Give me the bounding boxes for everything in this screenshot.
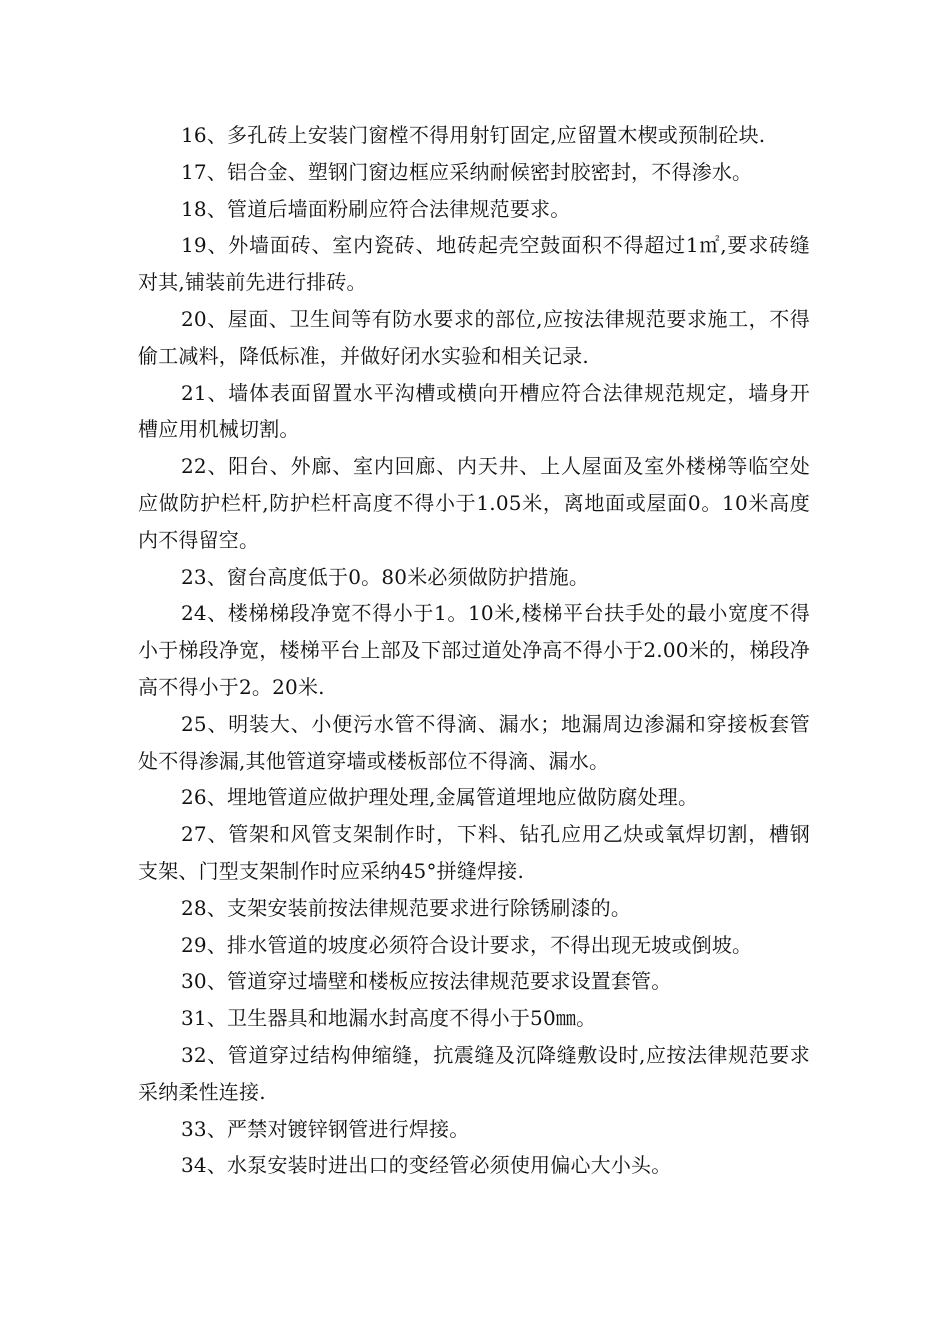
paragraph-29: 29、排水管道的坡度必须符合设计要求，不得出现无坡或倒坡。	[181, 932, 753, 957]
paragraph-32: 32、管道穿过结构伸缩缝，抗震缝及沉降缝敷设时,应按法律规范要求采纳柔性连接.	[138, 1042, 810, 1104]
paragraph-33: 33、严禁对镀锌钢管进行焊接。	[181, 1116, 470, 1141]
paragraph-23: 23、窗台高度低于0。80米必须做防护措施。	[181, 564, 590, 589]
paragraph-34: 34、水泵安装时进出口的变经管必须使用偏心大小头。	[181, 1153, 672, 1178]
paragraph-18: 18、管道后墙面粉刷应符合法律规范要求。	[181, 196, 571, 221]
document-page	[138, 117, 810, 1184]
paragraph-16: 16、多孔砖上安装门窗樘不得用射钉固定,应留置木楔或预制砼块.	[181, 123, 766, 147]
paragraph-25: 25、明装大、小便污水管不得滴、漏水；地漏周边渗漏和穿接板套管处不得渗漏,其他管道穿墙或楼板部位不得滴、漏水。	[138, 711, 810, 773]
paragraph-31: 31、卫生器具和地漏水封高度不得小于50㎜。	[181, 1006, 597, 1031]
paragraph-19: 19、外墙面砖、室内瓷砖、地砖起壳空鼓面积不得超过1㎡,要求砖缝对其,铺装前先进行排砖。	[138, 233, 810, 295]
paragraph-28: 28、支架安装前按法律规范要求进行除锈刷漆的。	[181, 895, 632, 920]
paragraph-17: 17、铝合金、塑钢门窗边框应采纳耐候密封胶密封，不得渗水。	[181, 159, 753, 184]
paragraph-22: 22、阳台、外廊、室内回廊、内天井、上人屋面及室外楼梯等临空处应做防护栏杆,防护栏杆高度不得小于1.05米，离地面或屋面0。10米高度内不得留空。	[138, 454, 810, 552]
paragraph-26: 26、埋地管道应做护理处理,金属管道埋地应做防腐处理。	[181, 785, 699, 810]
paragraph-27: 27、管架和风管支架制作时，下料、钻孔应用乙炔或氧焊切割，槽钢支架、门型支架制作时应采纳45°拼缝焊接.	[138, 822, 810, 883]
paragraph-24: 24、楼梯梯段净宽不得小于1。10米,楼梯平台扶手处的最小宽度不得小于梯段净宽，楼梯平台上部及下部过道处净高不得小于2.00米的，梯段净高不得小于2。20米.	[138, 601, 810, 699]
paragraph-21: 21、墙体表面留置水平沟槽或横向开槽应符合法律规范规定，墙身开槽应用机械切割。	[138, 380, 810, 442]
paragraph-30: 30、管道穿过墙壁和楼板应按法律规范要求设置套管。	[181, 969, 672, 994]
paragraph-20: 20、屋面、卫生间等有防水要求的部位,应按法律规范要求施工，不得偷工减料，降低标准，并做好闭水实验和相关记录.	[138, 306, 810, 368]
